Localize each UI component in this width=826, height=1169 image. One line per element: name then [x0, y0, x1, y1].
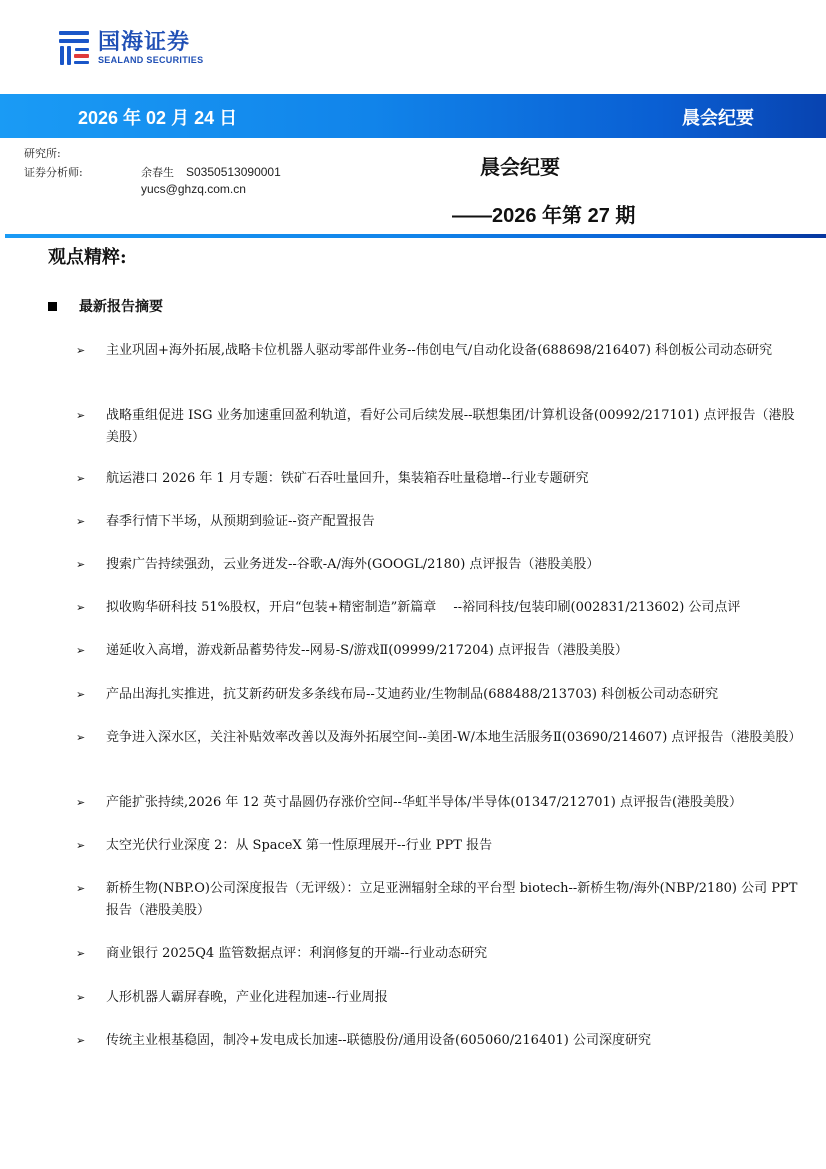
logo-name-en: SEALAND SECURITIES — [98, 54, 204, 65]
list-item[interactable] — [76, 511, 798, 533]
square-bullet-icon — [48, 302, 57, 311]
list-item-text: 产能扩张持续,2026 年 12 英寸晶圆仍存涨价空间--华虹半导体/半导体(01347/212701) 点评报告(港股美股） — [106, 795, 743, 810]
report-type: 晨会纪要 — [682, 108, 754, 129]
arrow-bullet-icon: ➢ — [76, 1034, 86, 1047]
analyst-email[interactable]: yucs@ghzq.com.cn — [141, 182, 246, 196]
list-item[interactable] — [76, 1030, 798, 1052]
list-item-text: 传统主业根基稳固，制冷+发电成长加速--联德股份/通用设备(605060/216401) 公司深度研究 — [106, 1033, 651, 1048]
list-item[interactable] — [76, 878, 798, 922]
arrow-bullet-icon: ➢ — [76, 409, 86, 422]
list-item[interactable] — [76, 987, 798, 1009]
list-item-text: 主业巩固+海外拓展,战略卡位机器人驱动零部件业务--伟创电气/自动化设备(688698/216407) 科创板公司动态研究 — [106, 343, 773, 358]
list-item[interactable] — [76, 727, 802, 749]
arrow-bullet-icon: ➢ — [76, 688, 86, 701]
arrow-bullet-icon: ➢ — [76, 644, 86, 657]
list-item[interactable] — [76, 684, 798, 706]
arrow-bullet-icon: ➢ — [76, 947, 86, 960]
arrow-bullet-icon: ➢ — [76, 991, 86, 1004]
list-item-text: 航运港口 2026 年 1 月专题：铁矿石吞吐量回升，集装箱吞吐量稳增--行业专题研究 — [106, 471, 589, 486]
list-item[interactable] — [76, 597, 798, 619]
list-item-text: 递延收入高增，游戏新品蓄势待发--网易-S/游戏Ⅱ(09999/217204) 点评报告（港股美股） — [106, 643, 628, 658]
list-item-text: 春季行情下半场，从预期到验证--资产配置报告 — [106, 514, 375, 529]
list-item[interactable] — [76, 792, 798, 814]
analyst-info — [24, 144, 281, 196]
arrow-bullet-icon: ➢ — [76, 731, 86, 744]
arrow-bullet-icon: ➢ — [76, 472, 86, 485]
analyst-name: 余春生 — [141, 166, 174, 179]
list-item[interactable] — [76, 554, 798, 576]
list-item[interactable] — [76, 640, 798, 662]
subheading-text: 最新报告摘要 — [79, 299, 163, 315]
list-item[interactable] — [76, 468, 798, 490]
list-item-text: 产品出海扎实推进，抗艾新药研发多条线布局--艾迪药业/生物制品(688488/213703) 科创板公司动态研究 — [106, 687, 719, 702]
sealand-logo-icon — [58, 28, 90, 68]
arrow-bullet-icon: ➢ — [76, 882, 86, 895]
list-item-text: 搜索广告持续强劲，云业务迸发--谷歌-A/海外(GOOGL/2180) 点评报告（港股美股） — [106, 557, 600, 572]
analyst-label: 证券分析师: — [24, 166, 83, 179]
arrow-bullet-icon: ➢ — [76, 796, 86, 809]
list-item[interactable] — [76, 340, 798, 362]
arrow-bullet-icon: ➢ — [76, 601, 86, 614]
list-item-text: 人形机器人霸屏春晚，产业化进程加速--行业周报 — [106, 990, 388, 1005]
list-item-text: 战略重组促进 ISG 业务加速重回盈利轨道，看好公司后续发展--联想集团/计算机设备(00992/217101) 点评报告（港股美股） — [106, 408, 795, 445]
list-item-text: 竞争进入深水区，关注补贴效率改善以及海外拓展空间--美团-W/本地生活服务Ⅱ(03690/214607) 点评报告（港股美股） — [106, 730, 802, 745]
document-title: 晨会纪要 — [480, 155, 560, 179]
list-item[interactable] — [76, 943, 798, 965]
list-item-text: 商业银行 2025Q4 监管数据点评：利润修复的开端--行业动态研究 — [106, 946, 488, 961]
arrow-bullet-icon: ➢ — [76, 515, 86, 528]
divider-rule — [5, 234, 826, 238]
list-item-text: 新桥生物(NBP.O)公司深度报告（无评级）：立足亚洲辐射全球的平台型 biotech--新桥生物/海外(NBP/2180) 公司 PPT 报告（港股美股） — [106, 881, 798, 918]
arrow-bullet-icon: ➢ — [76, 839, 86, 852]
logo-name-cn: 国海证券 — [98, 29, 191, 55]
list-item-text: 太空光伏行业深度 2：从 SpaceX 第一性原理展开--行业 PPT 报告 — [106, 838, 493, 853]
list-item[interactable] — [76, 405, 798, 449]
list-item-text: 拟收购华研科技 51%股权，开启“包装+精密制造”新篇章 --裕同科技/包装印刷(002831/213602) 公司点评 — [106, 600, 741, 615]
issue-number: ——2026 年第 27 期 — [452, 205, 636, 227]
header-banner — [0, 94, 826, 138]
subheading — [48, 296, 163, 316]
section-heading: 观点精粹: — [48, 247, 127, 268]
list-item[interactable] — [76, 835, 798, 857]
arrow-bullet-icon: ➢ — [76, 344, 86, 357]
company-logo — [58, 28, 203, 68]
institute-label: 研究所: — [24, 147, 61, 160]
report-date: 2026 年 02 月 24 日 — [78, 108, 238, 128]
analyst-cert: S0350513090001 — [186, 165, 281, 179]
arrow-bullet-icon: ➢ — [76, 558, 86, 571]
